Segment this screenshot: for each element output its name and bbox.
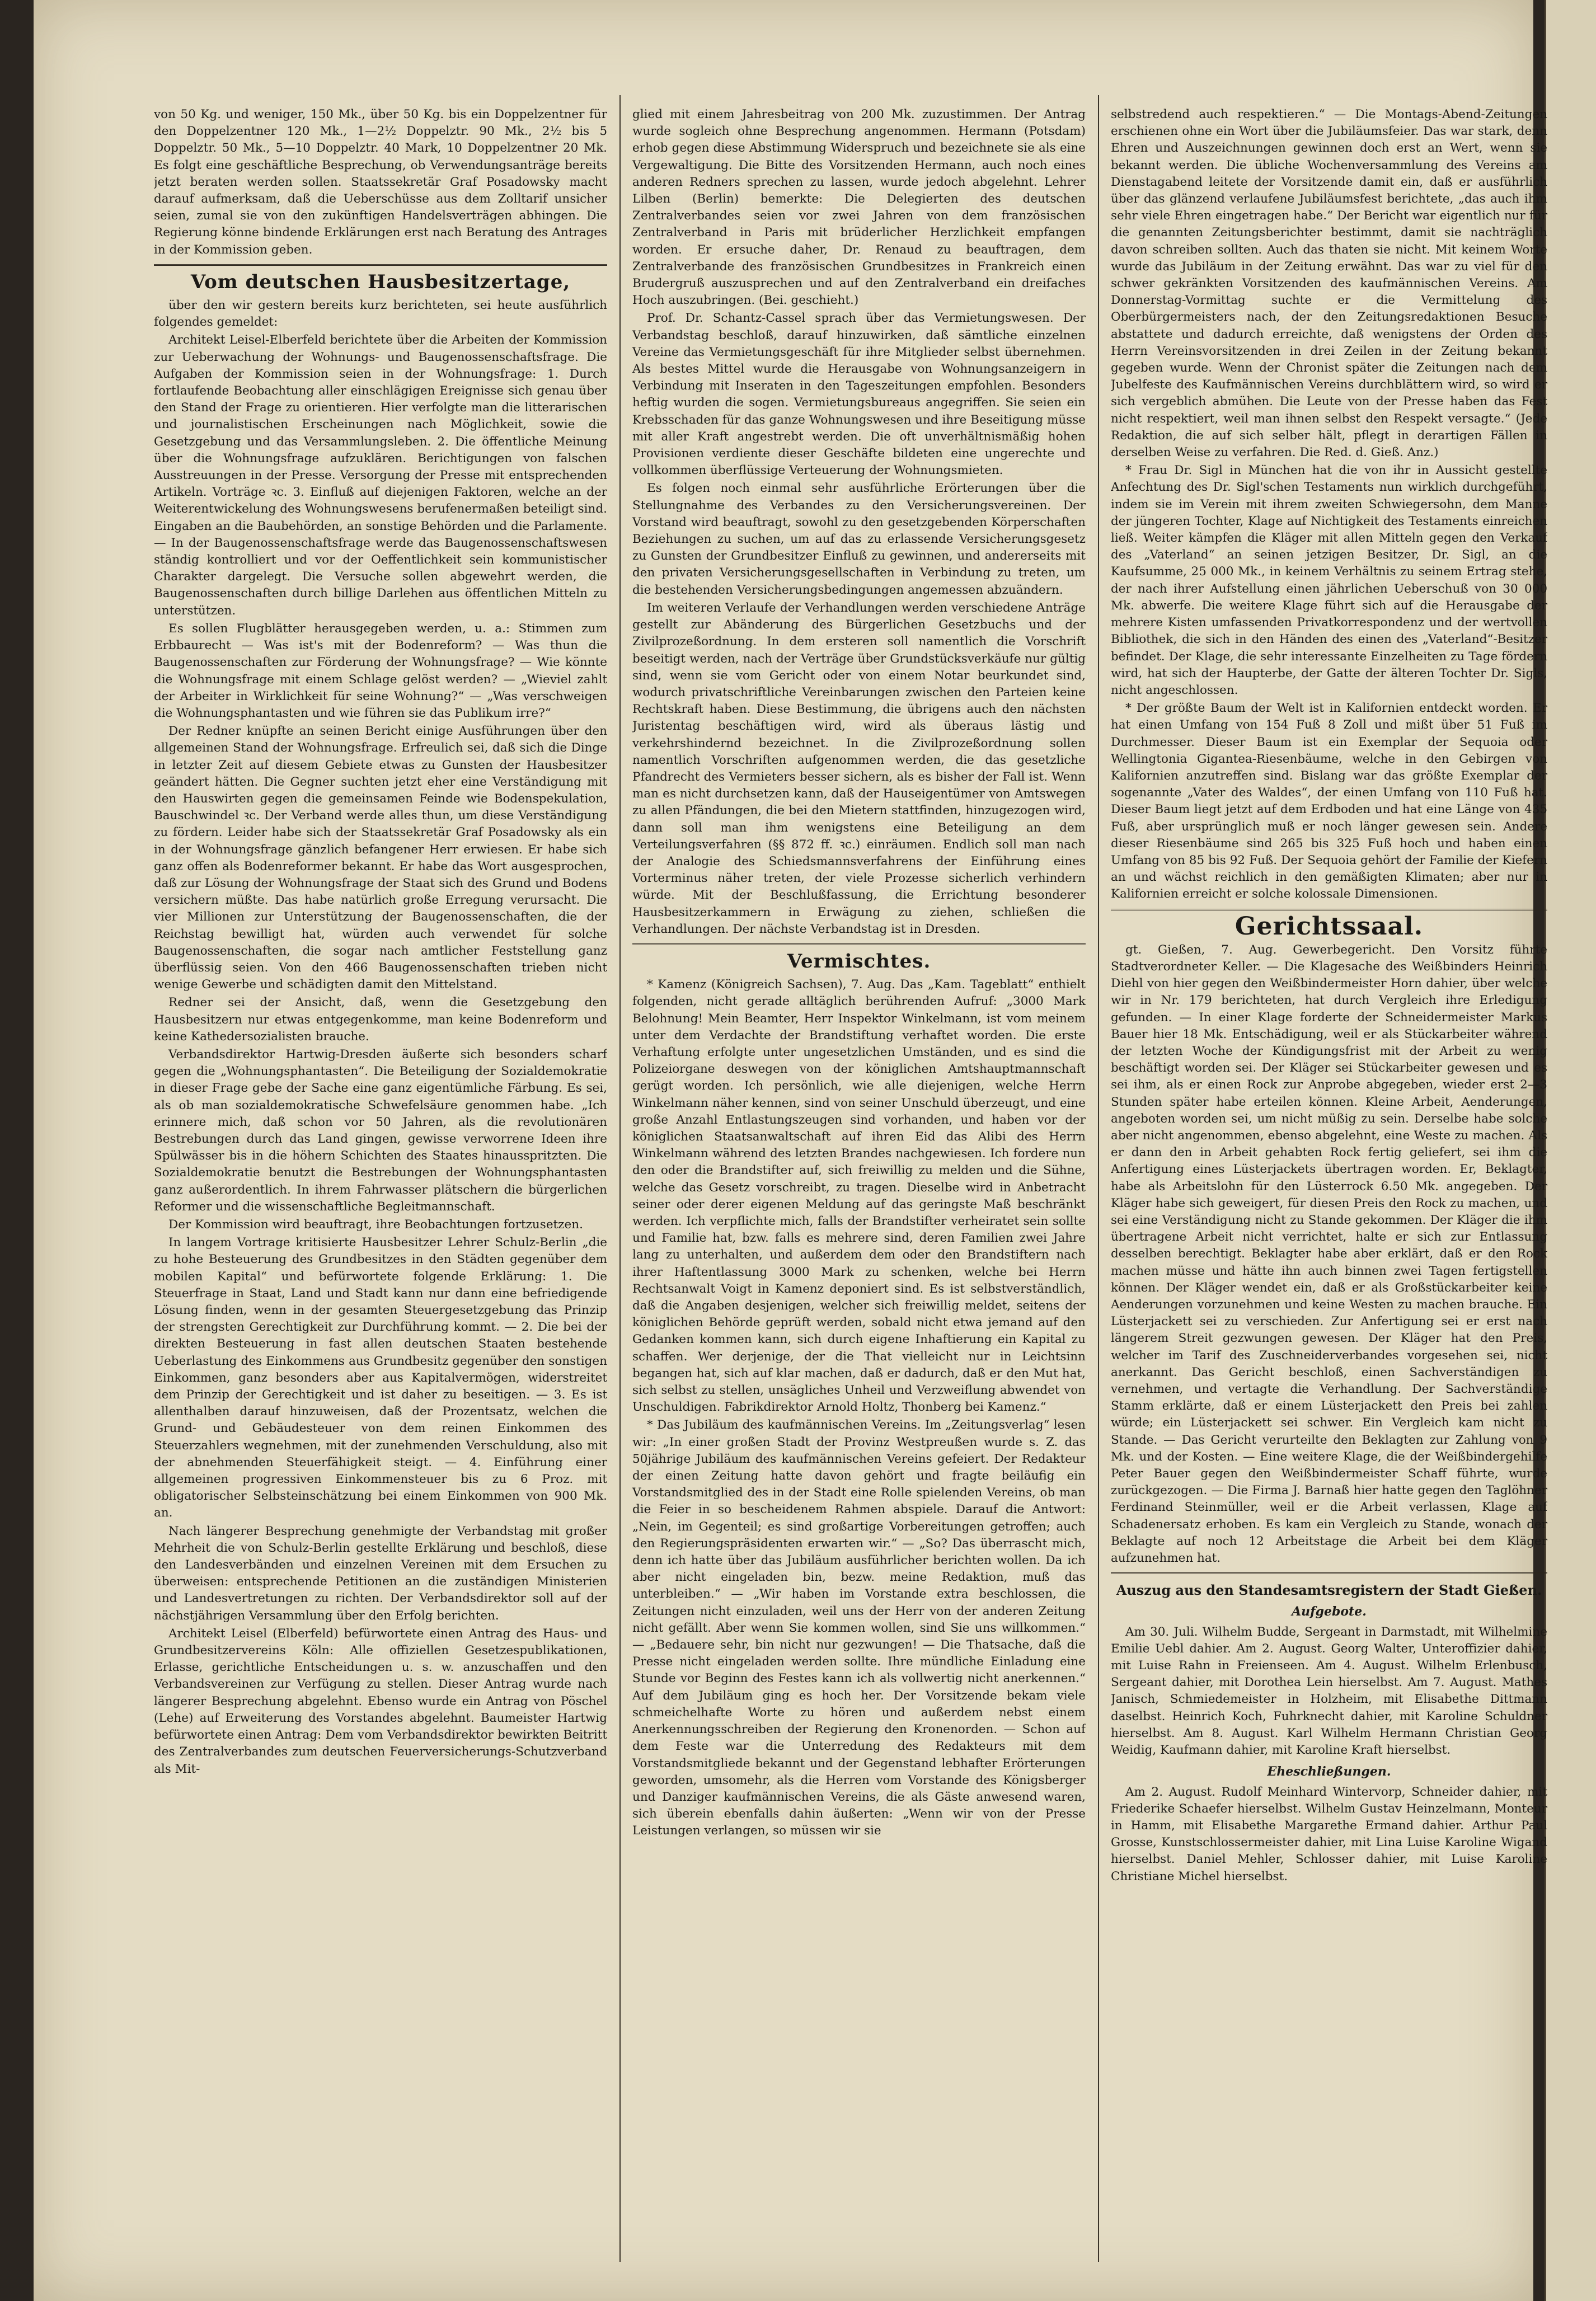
adjacent-page-edge: [1545, 0, 1596, 2301]
article-paragraph: glied mit einem Jahresbeitrag von 200 Mk. zuzustimmen. Der Antrag wurde sogleich ohne Besprechung angenommen. Hermann (Potsdam) erhob gegen diese Abstimmung Widerspruch und bezeichnete sie als eine Vergewaltigung. Die Bitte des Vorsitzenden Hermann, auch noch eines anderen Redners sprechen zu lassen, wurde jedoch abgelehnt. Lehrer Lilben (Berlin) bemerkte: Die Delegierten des deutschen Zentralverbandes seien vor zwei Jahren von dem französischen Zentralverband in Paris mit brüderlicher Herzlichkeit empfangen worden. Er ersuche daher, Dr. Renaud zu beauftragen, dem Zentralverbande des französischen Grundbesitzes in Frankreich einen Brudergruß auszusprechen und auf den Zentralverband ein dreifaches Hoch auszubringen. (Bei. geschieht.): [632, 107, 1086, 308]
article-paragraph: Verbandsdirektor Hartwig-Dresden äußerte sich besonders scharf gegen die „Wohnungsphantasten“. Die Beteiligung der Sozialdemokratie in dieser Frage gebe der Sache eine ganz eigentümliche Färbung. Es sei, als ob man sozialdemokratische Schwefelsäure genommen habe. „Ich erinnere mich, daß schon vor 50 Jahren, als die revolutionären Bestrebungen durch das Land gingen, gewisse verworrene Ideen ihre Spülwässer bis in die höhern Schichten des Staates hinausspritzten. Die Sozialdemokratie benutzt die Bestrebungen der Wohnungsphantasten ganz außerordentlich. In ihrem Fahrwasser plätschern die bürgerlichen Reformer und die wissenschaftliche Begleitmannschaft.: [154, 1047, 607, 1214]
column-divider: [1098, 95, 1099, 2262]
section-rule: [1111, 909, 1547, 910]
newspaper-page: [34, 0, 1547, 2301]
article-paragraph: Architekt Leisel (Elberfeld) befürwortete einen Antrag des Haus- und Grundbesitzervereins Köln: Alle offiziellen Gesetzespublikationen, Erlasse, gerichtliche Entscheidungen u. s. w. anzuschaffen und den Verbandsvereinen zur Verfügung zu stellen. Dieser Antrag wurde nach längerer Besprechung abgelehnt. Ebenso wurde ein Antrag von Pöschel (Lehe) auf Erweiterung des Vorstandes abgelehnt. Baumeister Hartwig befürwortete einen Antrag: Dem vom Verbandsdirektor bewirkten Beitritt des Zentralverbandes zum deutschen Feuerversicherungs-Schutzverband als Mit-: [154, 1626, 607, 1776]
column-divider: [619, 95, 621, 2262]
article-paragraph: Im weiteren Verlaufe der Verhandlungen werden verschiedene Anträge gestellt zur Abänderung des Bürgerlichen Gesetzbuchs und der Zivilprozeßordnung. In dem ersteren soll namentlich die Vorschrift beseitigt werden, nach der Verträge über Grundstücksverkäufe nur gültig sind, wenn sie vom Gericht oder von einem Notar beurkundet sind, wodurch privatschriftliche Vereinbarungen zwischen den Parteien keine Rechtskraft haben. Diese Bestimmung, die übrigens auch den nächsten Juristentag beschäftigen wird, wird als überaus lästig und verkehrshindernd bezeichnet. In die Zivilprozeßordnung sollen namentlich Vorschriften aufgenommen werden, die das gesetzliche Pfandrecht des Vermieters besser sichern, als es bisher der Fall ist. Wenn man es nicht durchsetzen kann, daß der Hauseigentümer von Amtswegen zu allen Pfändungen, die bei den Mietern stattfinden, hinzugezogen wird, dann soll man ihm wenigstens eine Beteiligung an dem Verteilungsverfahren (§§ 872 ff. ꝛc.) einräumen. Endlich soll man nach der Analogie des Schiedsmannsverfahrens der Einführung eines Vorterminus näher treten, der viele Prozesse sicherlich verhindern würde. Mit der Beschlußfassung, die Errichtung besonderer Hausbesitzerkammern in Erwägung zu ziehen, schließen die Verhandlungen. Der nächste Verbandstag ist in Dresden.: [632, 600, 1086, 936]
aufgebote-list: Am 30. Juli. Wilhelm Budde, Sergeant in Darmstadt, mit Wilhelmine Emilie Uebl dahier. Am 2. August. Georg Walter, Unteroffizier dahier, mit Luise Rahn in Freienseen. Am 4. August. Wilhelm Erlenbusch, Sergeant dahier, mit Dorothea Lein hierselbst. Am 7. August. Mathes Janisch, Schmiedemeister in Holzheim, mit Elisabethe Dittmann daselbst. Heinrich Koch, Fuhrknecht dahier, mit Karoline Schuldner hierselbst. Am 8. August. Karl Wilhelm Hermann Christian Georg Weidig, Kaufmann dahier, mit Karoline Kraft hierselbst.: [1111, 1624, 1547, 1758]
article-paragraph: Prof. Dr. Schantz-Cassel sprach über das Vermietungswesen. Der Verbandstag beschloß, darauf hinzuwirken, daß sämtliche einzelnen Vereine das Vermietungsgeschäft für ihre Mitglieder selbst übernehmen. Als bestes Mittel wurde die Herausgabe von Wohnungsanzeigern in Verbindung mit Inseraten in den Tageszeitungen empfohlen. Besonders heftig wurden die sogen. Vermietungsbureaus angegriffen. Sie seien ein Krebsschaden für das ganze Wohnungswesen und ihre Beseitigung müsse mit aller Kraft angestrebt werden. Die oft unverhältnismäßig hohen Provisionen verdiente dieser Geschäfte bildeten eine ungerechte und vollkommen überflüssige Verteuerung der Wohnungsmieten.: [632, 311, 1086, 478]
misc-item: * Kamenz (Königreich Sachsen), 7. Aug. Das „Kam. Tageblatt“ enthielt folgenden, nicht gerade alltäglich berührenden Aufruf: „3000 Mark Belohnung! Mein Beamter, Herr Inspektor Winkelmann, ist vom meinem unter dem Verdachte der Brandstiftung verhaftet worden. Die erste Verhaftung erfolgte unter ungesetzlichen Umständen, und es sind die Polizeiorgane deswegen von der königlichen Amtshauptmannschaft gerügt worden. Ich persönlich, wie alle diejenigen, welche Herrn Winkelmann näher kennen, sind von seiner Unschuld überzeugt, und eine große Anzahl Entlastungszeugen sind vorhanden, und haben vor der königlichen Staatsanwaltschaft auf ihren Eid das Alibi des Herrn Winkelmann während des letzten Brandes nachgewiesen. Ich fordere nun den oder die Brandstifter auf, sich freiwillig zu melden und die Sühne, welche das Gesetz vorschreibt, zu tragen. Dieselbe wird in Anbetracht seiner oder derer eigenen Meldung auf das geringste Maß beschränkt werden. Ich verpflichte mich, falls der Brandstifter verheiratet sein sollte und Familie hat, bzw. falls es mehrere sind, deren Familien zwei Jahre lang zu unterhalten, und außerdem dem oder den Brandstiftern nach ihrer Haftentlassung 3000 Mark zu schenken, welche bei Herrn Rechtsanwalt Voigt in Kamenz deponiert sind. Es ist selbstverständlich, daß die Angaben desjenigen, welcher sich freiwillig meldet, seitens der königlichen Behörde geprüft werden, sobald nicht etwa jemand auf den Gedanken kommen kann, sich durch eigene Inhaftierung ein Kapital zu schaffen. Wer derjenige, der die That vielleicht nur in Leichtsinn begangen hat, sich auf klar machen, daß er dadurch, daß er den Mut hat, sich selbst zu stellen, unsägliches Unheil und Verzweiflung abwendet von Unschuldigen. Fabrikdirektor Arnold Holtz, Thonberg bei Kamenz.“: [632, 978, 1086, 1415]
column-2: [632, 106, 1086, 2262]
article-paragraph: Architekt Leisel-Elberfeld berichtete über die Arbeiten der Kommission zur Ueberwachung der Wohnungs- und Baugenossenschaftsfrage. Die Aufgaben der Kommission seien in der Wohnungsfrage: 1. Durch fortlaufende Beobachtung aller einschlägigen Ereignisse sich genau über den Stand der Frage zu orientieren. Hier verfolgte man die litterarischen und journalistischen Erscheinungen nach Möglichkeit, sowie die Gesetzgebung und das Versammlungsleben. 2. Die öffentliche Meinung über die Wohnungsfrage aufzuklären. Berichtigungen von falschen Ausstreuungen in der Presse. Versorgung der Presse mit entsprechenden Artikeln. Vorträge ꝛc. 3. Einfluß auf diejenigen Faktoren, welche an der Weiterentwickelung des Wohnungswesens berufenermaßen beteiligt sind. Eingaben an die Baubehörden, an sonstige Behörden und die Parlamente. — In der Baugenossenschaftsfrage werde das Baugenossenschaftswesen ständig kontrolliert und vor der Oeffentlichkeit sein kommunistischer Charakter dargelegt. Die Versuche sollen abgewehrt werden, die Baugenossenschaften durch billige Darlehen aus öffentlichen Mitteln zu unterstützen.: [154, 333, 607, 618]
vermischtes-heading: Vermischtes.: [787, 950, 931, 973]
article-paragraph: Redner sei der Ansicht, daß, wenn die Gesetzgebung den Hausbesitzern nur etwas entgegenkomme, man keine Bodenreform und keine Kathedersozialisten brauche.: [154, 995, 607, 1044]
section-rule: [1111, 1572, 1547, 1574]
column-1-intro: von 50 Kg. und weniger, 150 Mk., über 50 Kg. bis ein Doppelzentner für den Doppelzentner 120 Mk., 1—2½ Doppelztr. 90 Mk., 2½ bis 5 Doppelztr. 50 Mk., 5—10 Doppelztr. 40 Mark, 10 Doppelzentner 20 Mk. Es folgt eine geschäftliche Besprechung, ob Verwendungsanträge bereits jetzt beraten werden sollen. Staatssekretär Graf Posadowsky macht darauf aufmerksam, daß die Ueberschüsse aus dem Zolltarif unsicher seien, zumal sie von den zukünftigen Handelsverträgen abhingen. Die Regierung könne bindende Erklärungen erst nach Beratung des Antrages in der Kommission geben.: [154, 107, 607, 257]
article-paragraph: Der Kommission wird beauftragt, ihre Beobachtungen fortzusetzen.: [168, 1218, 583, 1232]
article-paragraph: In langem Vortrage kritisierte Hausbesitzer Lehrer Schulz-Berlin „die zu hohe Besteuerung des Grundbesitzes in den Städten gegenüber dem mobilen Kapital“ und befürwortete folgende Erklärung: 1. Die Steuerfrage in Staat, Land und Stadt kann nur dann eine befriedigende Lösung finden, wenn in der gesamten Steuergesetzgebung das Prinzip der strengsten Gerechtigkeit zur Durchführung kommt. — 2. Die bei der direkten Besteuerung in fast allen deutschen Staaten bestehende Ueberlastung des Einkommens aus Grundbesitz gegenüber den sonstigen Einkommen, ganz besonders aber aus Kapitalvermögen, widerstreitet dem Prinzip der Gerechtigkeit und ist daher zu beseitigen. — 3. Es ist allenthalben darauf hinzuweisen, daß der Prozentsatz, welchen die Grund- und Gebäudesteuer von dem reinen Einkommen des Steuerzahlers wegnehmen, mit der zunehmenden Verschuldung, also mit der abnehmenden Steuerfähigkeit steigt. — 4. Einführung einer allgemeinen progressiven Einkommensteuer bis zu 6 Proz. mit obligatorischer Selbsteinschätzung bei einem Einkommen von 900 Mk. an.: [154, 1236, 607, 1520]
column-1: [154, 106, 607, 2262]
column-3: [1111, 106, 1547, 2262]
eheschliessungen-list: Am 2. August. Rudolf Meinhard Wintervorp, Schneider dahier, mit Friederike Schaefer hierselbst. Wilhelm Gustav Heinzelmann, Monteur in Hamm, mit Elisabethe Margarethe Ermand dahier. Arthur Paul Grosse, Kunstschlossermeister dahier, mit Lina Luise Karoline Wigand hierselbst. Daniel Mehler, Schlosser dahier, mit Luise Karoline Christiane Michel hierselbst.: [1111, 1785, 1547, 1884]
registry-heading: Auszug aus den Standesamtsregistern der Stadt Gießen.: [1116, 1582, 1542, 1599]
section-rule: [154, 264, 607, 266]
court-report: gt. Gießen, 7. Aug. Gewerbegericht. Den Vorsitz führte Stadtverordneter Keller. — Die Klagesache des Weißbinders Heinrich Diehl von hier gegen den Weißbindermeister Horn dahier, über welche wir in Nr. 179 berichteten, hat durch Vergleich ihre Erledigung gefunden. — In einer Klage forderte der Schneidermeister Markus Bauer hier 18 Mk. Entschädigung, weil er als Stückarbeiter während der letzten Woche der Kündigungsfrist mit der Arbeit zu wenig beschäftigt worden sei. Der Kläger sei Stückarbeiter gewesen und es sei ihm, als er einen Rock zur Anprobe abgegeben, wieder erst 2—3 Stunden später habe erteilen können. Kleine Arbeit, Aenderungen, angeboten worden sei, um nicht müßig zu sein. Derselbe habe solche aber nicht angenommen, ebenso abgelehnt, eine Weste zu machen. Als er dann den in Arbeit gehabten Rock fertig geliefert, sei ihm die Anfertigung eines Lüsterjackets übertragen worden. Er, Beklagter, habe als Arbeitslohn für den Lüsterrock 6.50 Mk. angegeben. Der Kläger habe sich geweigert, für diesen Preis den Rock zu machen, und sei eine Verständigung nicht zu Stande gekommen. Der Kläger die ihm übertragene Arbeit nicht verrichtet, halte er sich zur Entlassung desselben berechtigt. Beklagter habe aber erklärt, daß er den Rock machen müsse und hätte ihn auch binnen zwei Tagen fertigstellen können. Der Kläger wendet ein, daß er als Großstückarbeiter keine Aenderungen vorzunehmen und keine Westen zu machen brauche. Ein Lüsterjackett sei zu verschieden. Zur Anfertigung sei er erst nach längerem Streit gezwungen gewesen. Der Kläger hat den Preis, welcher im Tarif des Zuschneiderverbandes vorgesehen sei, nicht anerkannt. Das Gericht beschloß, einen Sachverständigen zu vernehmen, und vertagte die Verhandlung. Der Sachverständige Stamm erklärte, daß er einem Lüsterjackett den Preis bei zahlen würde; ein Lüsterjackett sei schwer. Ein Vergleich kam nicht zu Stande. — Das Gericht verurteilte den Beklagten zur Zahlung von 9 Mk. und der Kosten. — Eine weitere Klage, die der Weißbindergehilfe Peter Bauer gegen den Weißbindermeister Schaff führte, wurde zurückgezogen. — Die Firma J. Barnaß hier hatte gegen den Taglöhner Ferdinand Steinmüller, weil er die Arbeit verlassen, Klage auf Schadenersatz erhoben. Es kam ein Vergleich zu Stande, wonach der Beklagte auf noch 12 Arbeitstage die Arbeit bei dem Kläger aufzunehmen hat.: [1111, 942, 1547, 1566]
hausbesitzertage-heading: Vom deutschen Hausbesitzertage,: [190, 270, 571, 293]
article-paragraph: Der Redner knüpfte an seinen Bericht einige Ausführungen über den allgemeinen Stand der Wohnungsfrage. Erfreulich sei, daß sich die Dinge in letzter Zeit auf diesem Gebiete etwas zu Gunsten der Hausbesitzer geändert hätten. Die Gegner suchten jetzt eher eine Verständigung mit den Hauswirten gegen die gemeinsamen Feinde wie Bodenspekulation, Bauschwindel ꝛc. Der Verband werde alles thun, um diese Verständigung zu fördern. Leider habe sich der Staatssekretär Graf Posadowsky als ein in der Wohnungsfrage gänzlich befangener Herr erwiesen. Er habe sich ganz offen als Bodenreformer bekannt. Er habe das Wort ausgesprochen, daß zur Lösung der Wohnungsfrage der Staat sich des Grund und Bodens versichern müßte. Das habe natürlich große Erregung verursacht. Die vier Millionen zur Unterstützung der Baugenossenschaften, die der Reichstag bewilligt hat, würden auch verwendet für solche Baugenossenschaften, die sogar nach amtlicher Feststellung ganz überflüssig seien. Von den 466 Baugenossenschaften trieben nicht wenige Gewerbe und schädigten damit den Mittelstand.: [154, 724, 607, 992]
eheschliessungen-heading: Eheschließungen.: [1267, 1764, 1391, 1779]
aufgebote-heading: Aufgebote.: [1292, 1604, 1367, 1619]
gerichtssaal-heading: Gerichtssaal.: [1234, 912, 1424, 941]
article-paragraph: Es folgen noch einmal sehr ausführliche Erörterungen über die Stellungnahme des Verbandes zu den Versicherungsvereinen. Der Vorstand wird beauftragt, sowohl zu den gesetzgebenden Körperschaften Beziehungen zu suchen, um auf das zu erlassende Versicherungsgesetz zu Gunsten der Grundbesitzer Einfluß zu gewinnen, und andererseits mit den privaten Versicherungsgesellschaften in Verbindung zu treten, um die bestehenden Versicherungsbedingungen angemessen abzuändern.: [632, 481, 1086, 597]
misc-item: * Das Jubiläum des kaufmännischen Vereins. Im „Zeitungsverlag“ lesen wir: „In einer großen Stadt der Provinz Westpreußen wurde s. Z. das 50jährige Jubiläum des kaufmännischen Vereins gefeiert. Der Redakteur der einen Zeitung hatte davon gehört und fragte beiläufig ein Vorstandsmitglied des in der Stadt eine Rolle spielenden Vereins, ob man die Feier in so bescheidenem Rahmen abspiele. Darauf die Antwort: „Nein, im Gegenteil; es sind großartige Vorbereitungen getroffen; auch den Regierungspräsidenten erwarten wir.“ — „So? Das überrascht mich, denn ich hatte über das Jubiläum ausführlicher berichten wollen. Da ich aber nicht eingeladen bin, bezw. meine Redaktion, muß das unterbleiben.“ — „Wir haben im Vorstande extra beschlossen, die Zeitungen nicht einzuladen, weil uns der Herr von der anderen Zeitung nicht gefällt. Aber wenn Sie kommen wollen, sind Sie uns willkommen.“ — „Bedauere sehr, bin nicht nur gezwungen! — Die Thatsache, daß die Presse nicht eingeladen werden sollte. Ihre mündliche Einladung eine Stunde vor Beginn des Festes kann ich als vollwertig nicht anerkennen.“ Auf dem Jubiläum ging es hoch her. Der Vorsitzende bekam viele schmeichelhafte Worte zu hören und außerdem nebst einem Anerkennungsschreiben der Regierung den Kronenorden. — Schon auf dem Feste war die Unterredung des Redakteurs mit dem Vorstandsmitgliede bekannt und der Gegenstand lebhafter Erörterungen geworden, umsomehr, als die Herren vom Vorstande des Königsberger und Danziger kaufmännischen Vereins, die als Gäste anwesend waren, sich überein ebenfalls dahin äußerten: „Wenn wir von der Presse Leistungen verlangen, so müssen wir sie: [632, 1418, 1086, 1838]
article-paragraph: selbstredend auch respektieren.“ — Die Montags-Abend-Zeitungen erschienen ohne ein Wort über die Jubiläumsfeier. Das war stark, denn Ehren und Auszeichnungen gewinnen doch erst an Wert, wenn sie bekannt werden. Die übliche Wochenversammlung des Vereins am Dienstagabend leitete der Vorsitzende damit ein, daß er ausführlich über das glänzend verlaufene Jubiläumsfest berichtete, „das auch ihm sehr viele Ehren eingetragen habe.“ Der Bericht war eigentlich nur für die genannten Zeitungsberichter bestimmt, damit sie nachträglich davon schreiben sollten. Auch das thaten sie nicht. Mit keinem Worte wurde das Jubiläum in der Zeitung erwähnt. Das war zu viel für den schwer gekränkten Vorsitzenden des kaufmännischen Vereins. Am Donnerstag-Vormittag suchte er die Vermittelung des Oberbürgermeisters nach, der den Zeitungsredaktionen Besuche abstattete und dadurch erreichte, daß wenigstens der Orden des Herrn Vereinsvorsitzenden in drei Zeilen in der Zeitung bekannt gegeben wurde. Wenn der Chronist später die Zeitungen nach dem Jubelfeste des Kaufmännischen Vereins durchblättern wird, so wird er sich vergeblich abmühen. Die Leute von der Presse haben das Fest nicht respektiert, weil man ihnen selbst den Respekt versagte.“ (Jede Redaktion, die auf sich selber hält, pflegt in derartigen Fällen in derselben Weise zu verfahren. Die Red. d. Gieß. Anz.): [1111, 107, 1547, 460]
article-paragraph: über den wir gestern bereits kurz berichteten, sei heute ausführlich folgendes gemeldet:: [154, 298, 607, 330]
article-paragraph: Es sollen Flugblätter herausgegeben werden, u. a.: Stimmen zum Erbbaurecht — Was ist's mit der Bodenreform? — Was thun die Baugenossenschaften zur Förderung der Wohnungsfrage? — Wie könnte die Wohnungsfrage mit einem Schlage gelöst werden? — „Wieviel zahlt der Arbeiter in Wirklichkeit für seine Wohnung?“ — „Was verschweigen die Wohnungsphantasten und wie führen sie das Publikum irre?“: [154, 621, 607, 720]
misc-item: * Frau Dr. Sigl in München hat die von ihr in Aussicht gestellte Anfechtung des Dr. Sigl'schen Testaments nun wirklich durchgeführt, indem sie im Verein mit ihrem zweiten Schwiegersohn, dem Manne der jüngeren Tochter, Klage auf Nichtigkeit des Testaments einreichen ließ. Weiter kämpfen die Kläger mit allen Mitteln gegen den Verkauf des „Vaterland“ an seinen jetzigen Besitzer, Dr. Sigl, an die Kaufsumme, 25 000 Mk., in keinem Verhältnis zu seinem Ertrag stehe, der nach ihrer Aufstellung einen jährlichen Ueberschuß von 30 000 Mk. abwerfe. Die weitere Klage führt sich auf die Herausgabe der mehrere Kisten umfassenden Privatkorrespondenz und der wertvollen Bibliothek, die sich in den Händen des einen des „Vaterland“-Besitzer befindet. Der Klage, die sehr interessante Einzelheiten zu Tage fördern wird, hat sich der Haupterbe, der Gatte der älteren Tochter Dr. Sigls, nicht angeschlossen.: [1111, 463, 1547, 697]
misc-item: * Der größte Baum der Welt ist in Kalifornien entdeckt worden. Er hat einen Umfang von 154 Fuß 8 Zoll und mißt über 51 Fuß im Durchmesser. Dieser Baum ist ein Exemplar der Sequoia oder Wellingtonia Gigantea-Riesenbäume, welche in den Gebirgen von Kalifornien anzutreffen sind. Bislang war das größte Exemplar der sogenannte „Vater des Waldes“, der einen Umfang von 110 Fuß hat. Dieser Baum liegt jetzt auf dem Erdboden und hat eine Länge von 435 Fuß, aber ursprünglich muß er noch länger gewesen sein. Andere dieser Riesenbäume sind 265 bis 325 Fuß hoch und haben einen Umfang von 85 bis 92 Fuß. Der Sequoia gehört der Familie der Kiefern an und wächst reichlich in den gemäßigten Klimaten; aber nur in Kalifornien erreicht er solche kolossale Dimensionen.: [1111, 701, 1547, 901]
article-paragraph: Nach längerer Besprechung genehmigte der Verbandstag mit großer Mehrheit die von Schulz-Berlin gestellte Erklärung und beschloß, diese den Landesverbänden und einzelnen Vereinen mit dem Ersuchen zu überweisen: entsprechende Petitionen an die zuständigen Ministerien und Landesvertretungen zu richten. Der Verbandsdirektor soll auf der nächstjährigen Versammlung über den Erfolg berichten.: [154, 1524, 607, 1623]
section-rule: [632, 943, 1086, 945]
